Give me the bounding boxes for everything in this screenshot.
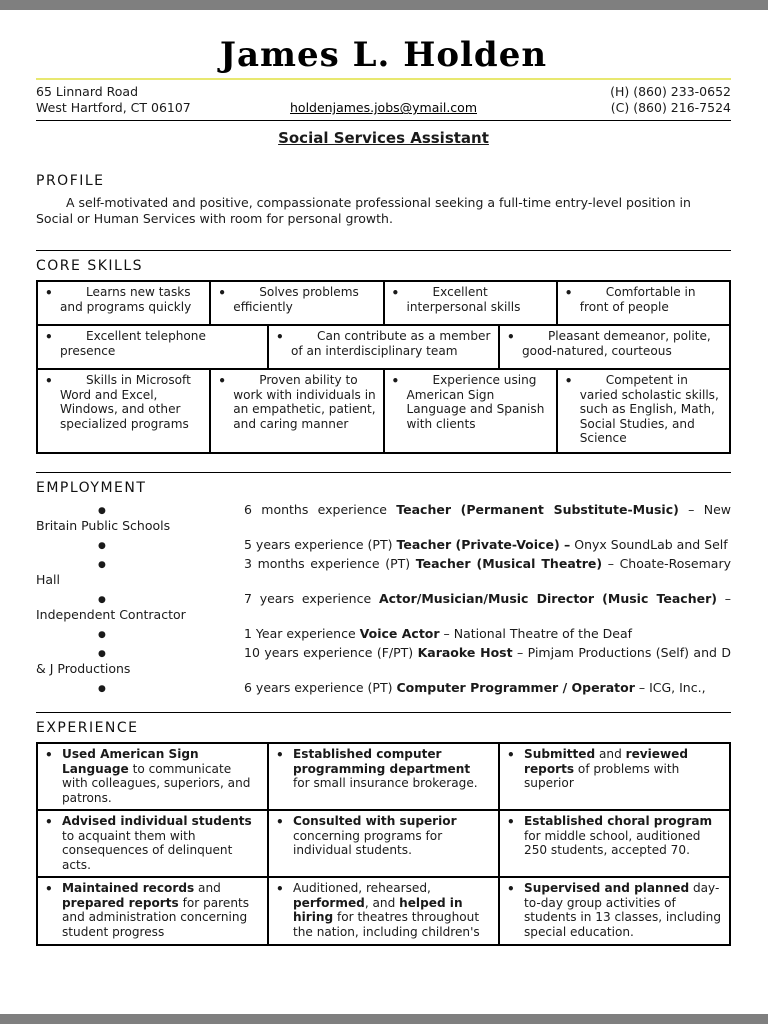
skill-cell [37, 325, 268, 369]
employment-duration: 1 Year experience [244, 626, 356, 642]
bullet-icon: ● [98, 649, 106, 660]
employment-item [36, 556, 731, 588]
skill-text: Solves problems efficiently [233, 285, 359, 314]
employment-title: Teacher (Permanent Substitute-Music) [396, 502, 679, 518]
employment-item [36, 591, 731, 623]
employment-employer: – ICG, Inc., [634, 680, 706, 696]
bullet-icon: • [507, 815, 515, 830]
employment-duration: 7 years experience [244, 591, 372, 607]
section-profile [36, 173, 731, 229]
experience-text: Consulted with superior concerning programs for individual students. [293, 814, 457, 858]
experience-cell [499, 877, 730, 945]
skill-cell [210, 369, 383, 453]
employment-employer: – Choate-Rosemary Hall [36, 556, 731, 588]
bullet-box [98, 645, 244, 661]
skill-text: Experience using American Sign Language and Spanish with clients [406, 373, 545, 431]
bullet-icon: • [45, 374, 53, 389]
employment-title: Computer Programmer / Operator [396, 680, 635, 696]
experience-cell [37, 877, 268, 945]
bullet-icon: • [507, 748, 515, 763]
employment-title: Karaoke Host [417, 645, 513, 661]
employment-employer: – New Britain Public Schools [36, 502, 731, 534]
divider [36, 120, 731, 121]
skill-cell [210, 281, 383, 325]
skill-cell [37, 369, 210, 453]
bullet-icon: • [507, 330, 515, 345]
employment-item [36, 502, 731, 534]
skill-text: Excellent interpersonal skills [406, 285, 521, 314]
experience-table [36, 742, 731, 946]
phone-cell: (C) (860) 216-7524 [610, 100, 731, 116]
employment-list [36, 502, 731, 696]
bullet-icon: • [276, 882, 284, 897]
skill-cell [557, 369, 730, 453]
bullet-icon: • [507, 882, 515, 897]
bullet-icon: ● [98, 595, 106, 606]
skill-cell [557, 281, 730, 325]
experience-text: Supervised and planned day-to-day group activities of students in 13 classes, including special education. [524, 881, 722, 939]
table-row [36, 324, 731, 370]
divider [36, 712, 731, 713]
employment-duration: 3 months experience (PT) [244, 556, 411, 572]
skill-text: Skills in Microsoft Word and Excel, Windows, and other specialized programs [60, 373, 191, 431]
experience-cell [499, 743, 730, 810]
employment-duration: 6 months experience [244, 502, 387, 518]
experience-cell [268, 743, 499, 810]
table-row [36, 742, 731, 811]
bullet-box [98, 591, 244, 607]
bullet-icon: ● [98, 560, 106, 571]
table-row [36, 368, 731, 454]
employment-item [36, 537, 731, 553]
phone-block [485, 84, 731, 117]
bullet-box [98, 626, 244, 642]
section-employment [36, 472, 731, 696]
bullet-icon: • [276, 330, 284, 345]
bullet-icon: • [45, 748, 53, 763]
experience-text: Maintained records and prepared reports for parents and administration concerning student progress [62, 881, 250, 939]
bullet-icon: ● [98, 541, 106, 552]
employment-employer: – Pimjam Productions (Self) and D & J Productions [36, 645, 731, 677]
bullet-icon: ● [98, 630, 106, 641]
document-subtitle: Social Services Assistant [278, 128, 489, 147]
resume-page [0, 10, 768, 1014]
bullet-icon: ● [98, 684, 106, 695]
bullet-icon: • [276, 748, 284, 763]
bullet-icon: • [564, 286, 573, 301]
employment-duration: 10 years experience (F/PT) [244, 645, 414, 661]
address-block [36, 84, 282, 117]
address-line-2: West Hartford, CT 06107 [36, 100, 191, 116]
experience-text: Used American Sign Language to communicate with colleagues, superiors, and patrons. [62, 747, 251, 805]
bullet-icon: • [391, 374, 400, 389]
skill-text: Competent in varied scholastic skills, such as English, Math, Social Studies, and Science [579, 373, 719, 446]
phone-home: (H) (860) 233-0652 [610, 84, 731, 100]
employment-duration: 6 years experience (PT) [244, 680, 393, 696]
bullet-icon: • [391, 286, 400, 301]
core-skills-heading: CORE SKILLS [36, 258, 144, 275]
experience-text: Established computer programming department for small insurance brokerage. [293, 747, 478, 791]
bullet-icon: ● [98, 506, 106, 517]
table-row [36, 280, 731, 326]
section-core-skills [36, 250, 731, 454]
employment-employer: Onyx SoundLab and Self [570, 537, 728, 553]
accent-rule [36, 78, 731, 80]
employment-item [36, 645, 731, 677]
bullet-icon: • [218, 286, 226, 301]
profile-text: A self-motivated and positive, compassionate professional seeking a full-time entry-level position in Social or Human Services with room for personal growth. [36, 194, 691, 227]
bullet-box [98, 680, 244, 696]
page-title: James L. Holden [219, 35, 548, 75]
table-row [36, 809, 731, 878]
employment-title: Teacher (Private-Voice) – [396, 537, 571, 553]
employment-item [36, 680, 731, 696]
skill-text: Excellent telephone presence [60, 329, 206, 358]
section-experience [36, 712, 731, 946]
table-row [36, 876, 731, 946]
bullet-box [98, 556, 244, 572]
skill-text: Pleasant demeanor, polite, good-natured, courteous [522, 329, 711, 358]
bullet-icon: • [276, 815, 284, 830]
experience-text: Submitted and reviewed reports of problems with superior [524, 747, 689, 791]
employment-title: Actor/Musician/Music Director (Music Teacher) [378, 591, 717, 607]
skill-cell [384, 369, 557, 453]
experience-cell [499, 810, 730, 877]
bullet-icon: • [564, 374, 573, 389]
skill-text: Can contribute as a member of an interdisciplinary team [291, 329, 491, 358]
experience-text: Advised individual students to acquaint them with consequences of delinquent acts. [62, 814, 252, 872]
email-link[interactable]: holdenjames.jobs@ymail.com [290, 100, 477, 116]
employment-employer: – National Theatre of the Deaf [439, 626, 633, 642]
bullet-icon: • [45, 330, 53, 345]
experience-cell [268, 810, 499, 877]
employment-title: Teacher (Musical Theatre) [415, 556, 603, 572]
skill-text: Proven ability to work with individuals in an empathetic, patient, and caring manner [233, 373, 376, 431]
skill-cell [499, 325, 730, 369]
bullet-icon: • [218, 374, 226, 389]
core-skills-table [36, 280, 731, 454]
experience-text: Auditioned, rehearsed, performed, and helped in hiring for theatres throughout the nation, including children's [293, 881, 480, 939]
skill-text: Learns new tasks and programs quickly [60, 285, 192, 314]
bullet-box [98, 502, 244, 518]
employment-title: Voice Actor [359, 626, 440, 642]
bullet-box [98, 537, 244, 553]
skill-cell [384, 281, 557, 325]
employment-employer: – Independent Contractor [36, 591, 731, 623]
divider [36, 472, 731, 473]
profile-heading: PROFILE [36, 172, 105, 189]
divider [36, 250, 731, 251]
skill-text: Comfortable in front of people [579, 285, 696, 314]
employment-item [36, 626, 731, 642]
email-block [282, 84, 485, 117]
experience-heading: EXPERIENCE [36, 720, 139, 737]
employment-duration: 5 years experience (PT) [244, 537, 393, 553]
bullet-icon: • [45, 286, 53, 301]
skill-cell [37, 281, 210, 325]
employment-heading: EMPLOYMENT [36, 480, 147, 497]
bullet-icon: • [45, 882, 53, 897]
skill-cell [268, 325, 499, 369]
address-line-1: 65 Linnard Road [36, 84, 139, 100]
experience-text: Established choral program for middle school, auditioned 250 students, accepted 70. [524, 814, 713, 858]
experience-cell [268, 877, 499, 945]
bullet-icon: • [45, 815, 53, 830]
experience-cell [37, 743, 268, 810]
contact-block [36, 84, 731, 117]
experience-cell [37, 810, 268, 877]
